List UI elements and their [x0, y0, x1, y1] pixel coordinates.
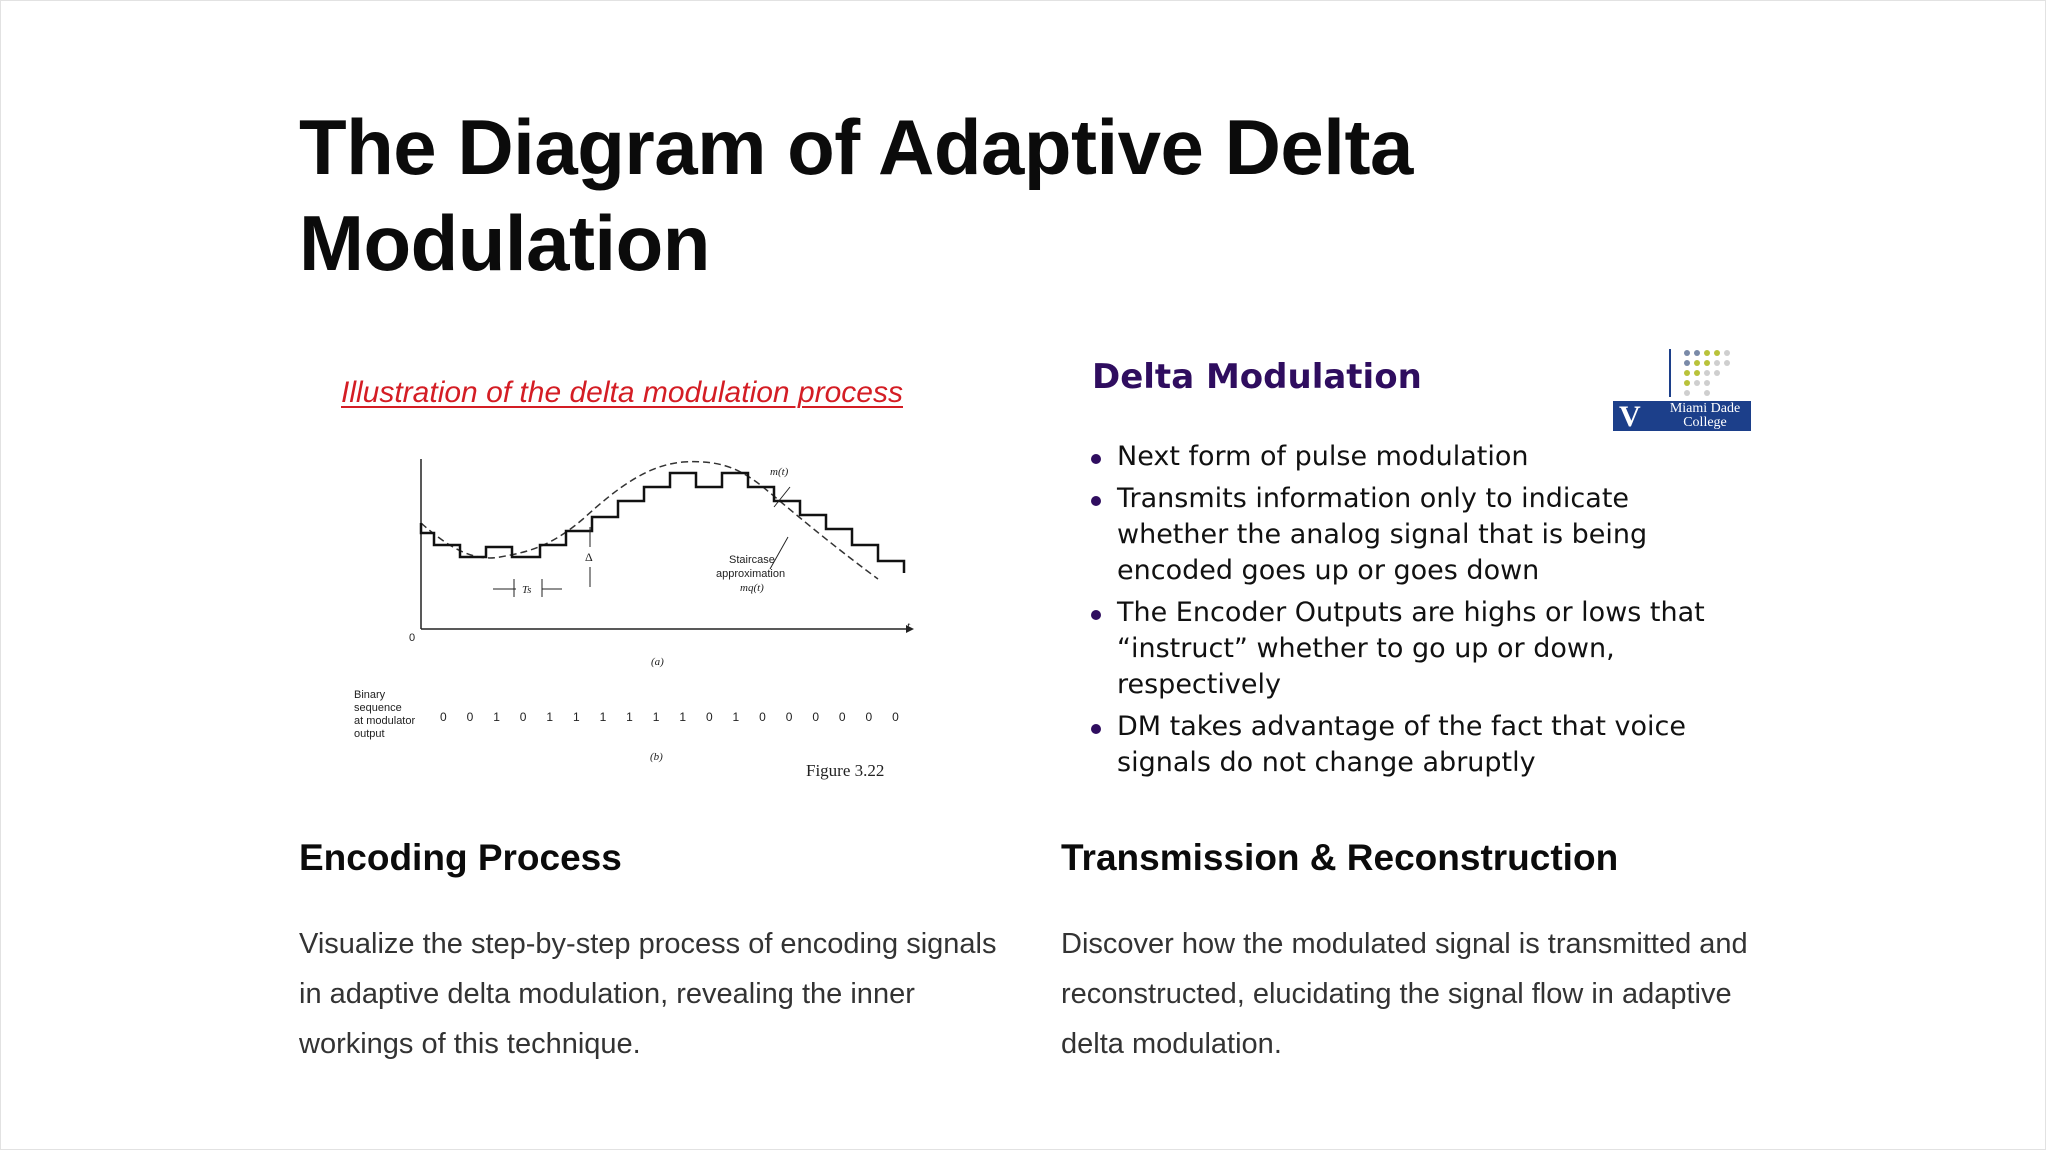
- binary-bit: 0: [519, 710, 527, 724]
- binary-bit: 0: [812, 710, 819, 724]
- origin-label: 0: [409, 632, 416, 644]
- figure-caption: Illustration of the delta modulation process: [341, 376, 903, 409]
- logo-dots-icon: [1681, 349, 1753, 399]
- delta-modulation-slide: [1049, 347, 1763, 791]
- figure-number: Figure 3.22: [806, 761, 885, 780]
- bullet-icon: [1091, 454, 1101, 464]
- binary-bit: 0: [865, 710, 873, 724]
- delta-label: Δ: [585, 550, 593, 564]
- delta-modulation-illustration: [288, 347, 1002, 791]
- bullet-icon: [1091, 610, 1101, 620]
- binary-bit: 1: [546, 710, 554, 724]
- staircase-symbol: mq(t): [740, 582, 764, 594]
- staircase-label-2: approximation: [716, 568, 786, 580]
- list-item: Transmits information only to indicate whether the analog signal that is being encoded goes up or goes down: [1091, 481, 1731, 589]
- logo-divider: [1669, 349, 1671, 397]
- binary-bit: 1: [626, 710, 633, 724]
- list-item: DM takes advantage of the fact that voice signals do not change abruptly: [1091, 709, 1731, 781]
- mt-pointer: [774, 487, 790, 507]
- logo-name: Miami Dade College: [1669, 401, 1741, 430]
- encoding-process-text: Visualize the step-by-step process of encoding signals in adaptive delta modulation, revealing the inner workings of this technique.: [299, 928, 997, 1060]
- message-signal-curve: [421, 462, 878, 579]
- binary-bit: 1: [493, 710, 500, 724]
- binary-bit: 1: [572, 710, 580, 724]
- mt-label: m(t): [770, 466, 789, 478]
- binary-bit: 0: [440, 710, 447, 724]
- binary-bit: 0: [759, 710, 766, 724]
- page-title: The Diagram of Adaptive Delta Modulation: [299, 103, 1413, 287]
- part-b-label: (b): [650, 751, 663, 763]
- part-a-label: (a): [651, 656, 664, 668]
- bullet-icon: [1091, 724, 1101, 734]
- dm-bullet-list: [1091, 439, 1731, 787]
- t-axis-label: t: [907, 620, 911, 632]
- binary-bit: 1: [732, 710, 740, 724]
- encoding-process-heading: Encoding Process: [299, 837, 622, 878]
- binary-bit: 1: [652, 710, 660, 724]
- binary-bit: 0: [838, 710, 846, 724]
- binary-bit: 1: [679, 710, 687, 724]
- transmission-text: Discover how the modulated signal is transmitted and reconstructed, elucidating the signal flow in adaptive delta modulation.: [1061, 928, 1748, 1060]
- logo-mark-icon: V: [1619, 400, 1637, 433]
- transmission-heading: Transmission & Reconstruction: [1061, 837, 1619, 878]
- mdc-logo-icon: [1613, 347, 1753, 435]
- list-item: Next form of pulse modulation: [1091, 439, 1731, 475]
- bullet-icon: [1091, 496, 1101, 506]
- binary-bit: 0: [705, 710, 713, 724]
- binary-bit: 1: [599, 710, 607, 724]
- staircase-label-1: Staircase: [729, 554, 775, 566]
- dm-title: Delta Modulation: [1092, 357, 1422, 397]
- binary-sequence-label: Binary sequence at modulator output: [354, 689, 416, 740]
- binary-bit: 0: [785, 710, 793, 724]
- binary-bit: 0: [466, 710, 474, 724]
- binary-sequence: [440, 710, 919, 724]
- ts-label: Ts: [522, 584, 532, 596]
- list-item: The Encoder Outputs are highs or lows that “instruct” whether to go up or down, respectively: [1091, 595, 1731, 703]
- logo-bar: [1613, 401, 1751, 431]
- binary-bit: 0: [892, 710, 899, 724]
